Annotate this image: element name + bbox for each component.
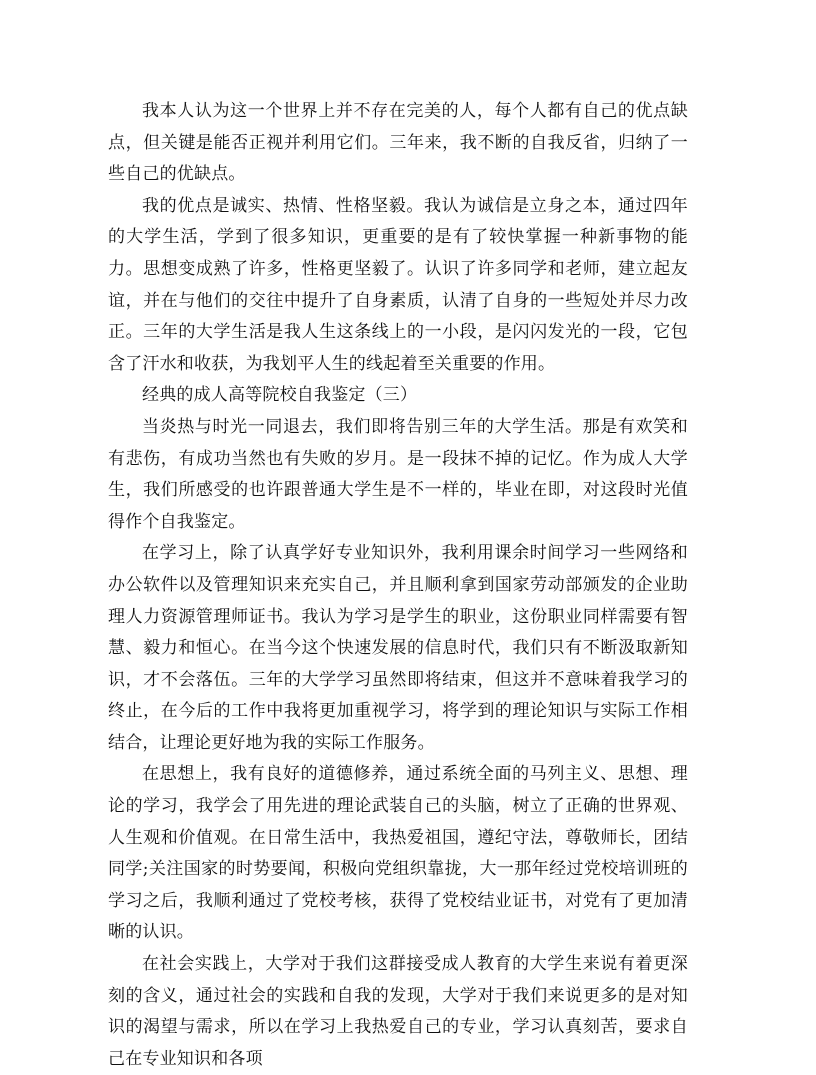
paragraph-strengths: 我的优点是诚实、热情、性格坚毅。我认为诚信是立身之本，通过四年的大学生活，学到了很多知识，更重要的是有了较快掌握一种新事物的能力。思想变成熟了许多，性格更坚毅了。认识了许多同学和老师，建立起友谊，并在与他们的交往中提升了自身素质，认清了自身的一些短处并尽力改正。三年的大学生活是我人生这条线上的一小段，是闪闪发光的一段，它包含了汗水和收获，为我划平人生的线起着至关重要的作用。 — [108, 195, 688, 374]
section-heading: 经典的成人高等院校自我鉴定（三） — [142, 385, 418, 406]
paragraph-study: 在学习上，除了认真学好专业知识外，我利用课余时间学习一些网络和办公软件以及管理知识来充实自己，并且顺利拿到国家劳动部颁发的企业助理人力资源管理师证书。我认为学习是学生的职业，这份职业同样需要有智慧、毅力和恒心。在当今这个快速发展的信息时代，我们只有不断汲取新知识，才不会落伍。三年的大学学习虽然即将结束，但这并不意味着我学习的终止，在今后的工作中我将更加重视学习，将学到的理论知识与实际工作相结合，让理论更好地为我的实际工作服务。 — [108, 543, 688, 753]
paragraph-social-practice: 在社会实践上，大学对于我们这群接受成人教育的大学生来说有着更深刻的含义，通过社会的实践和自我的发现，大学对于我们来说更多的是对知识的渴望与需求，所以在学习上我热爱自己的专业，学习认真刻苦，要求自己在专业知识和各项 — [108, 954, 688, 1069]
paragraph-self-reflection: 我本人认为这一个世界上并不存在完美的人，每个人都有自己的优点缺点，但关键是能否正视并利用它们。三年来，我不断的自我反省，归纳了一些自己的优缺点。 — [108, 101, 688, 185]
document-body — [108, 96, 688, 1075]
paragraph-ideology: 在思想上，我有良好的道德修养，通过系统全面的马列主义、思想、理论的学习，我学会了用先进的理论武装自己的头脑，树立了正确的世界观、人生观和价值观。在日常生活中，我热爱祖国，遵纪守法，尊敬师长，团结同学;关注国家的时势要闻，积极向党组织靠拢，大一那年经过党校培训班的学习之后，我顺利通过了党校考核，获得了党校结业证书，对党有了更加清晰的认识。 — [108, 764, 688, 943]
paragraph-farewell: 当炎热与时光一同退去，我们即将告别三年的大学生活。那是有欢笑和有悲伤，有成功当然也有失败的岁月。是一段抹不掉的记忆。作为成人大学生，我们所感受的也许跟普通大学生是不一样的，毕业在即，对这段时光值得作个自我鉴定。 — [108, 416, 688, 532]
